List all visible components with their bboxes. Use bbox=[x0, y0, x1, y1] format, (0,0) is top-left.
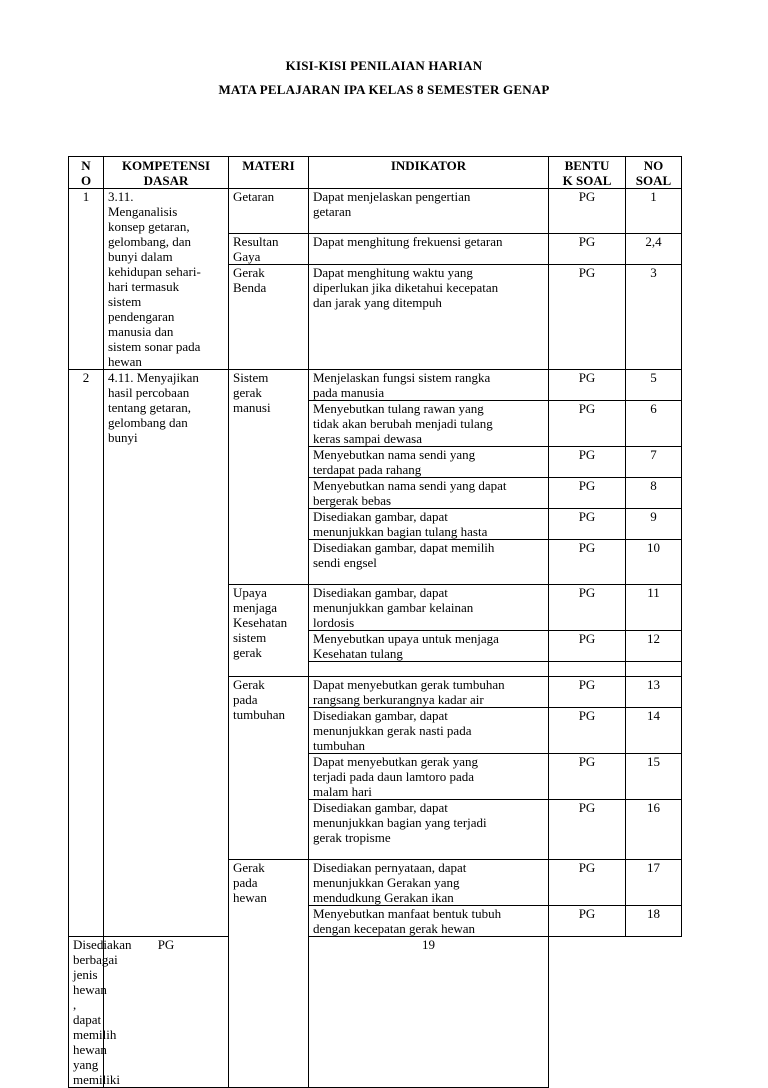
bentuk-soal-cell: PG bbox=[549, 370, 626, 401]
indikator-cell: Disediakan berbagai jenis hewan , dapat memilih hewan yang memiliki bbox=[69, 937, 104, 1088]
bentuk-soal-cell: PG bbox=[549, 800, 626, 860]
bentuk-soal-cell: PG bbox=[549, 401, 626, 447]
no-soal-cell: 13 bbox=[626, 677, 682, 708]
indikator-cell: Disediakan gambar, dapat menunjukkan gerak nasti pada tumbuhan bbox=[309, 708, 549, 754]
materi-cell: Gerak Benda bbox=[229, 265, 309, 370]
bentuk-soal-cell: PG bbox=[549, 540, 626, 585]
indikator-cell: Menjelaskan fungsi sistem rangka pada manusia bbox=[309, 370, 549, 401]
bentuk-soal-cell: PG bbox=[549, 447, 626, 478]
bentuk-soal-cell: PG bbox=[104, 937, 229, 1088]
kompetensi-dasar-cell: 3.11. Menganalisis konsep getaran, gelombang, dan bunyi dalam kehidupan sehari- hari termasuk sistem pendengaran manusia dan sistem sonar pada hewan bbox=[104, 189, 229, 370]
bentuk-soal-cell: PG bbox=[549, 478, 626, 509]
no-soal-cell: 9 bbox=[626, 509, 682, 540]
no-soal-cell: 11 bbox=[626, 585, 682, 631]
header-no-soal: NO SOAL bbox=[626, 157, 682, 189]
bentuk-soal-cell: PG bbox=[549, 234, 626, 265]
header-bentuk-soal: BENTU K SOAL bbox=[549, 157, 626, 189]
indikator-cell: Disediakan gambar, dapat menunjukkan bagian yang terjadi gerak tropisme bbox=[309, 800, 549, 860]
indikator-cell: Disediakan gambar, dapat menunjukkan gambar kelainan lordosis bbox=[309, 585, 549, 631]
document-subtitle: MATA PELAJARAN IPA KELAS 8 SEMESTER GENAP bbox=[218, 82, 550, 97]
no-soal-cell: 10 bbox=[626, 540, 682, 585]
table-row bbox=[69, 937, 682, 1088]
indikator-cell: Disediakan pernyataan, dapat menunjukkan Gerakan yang mendudkung Gerakan ikan bbox=[309, 860, 549, 906]
table-row bbox=[69, 189, 682, 234]
table-header-row bbox=[69, 157, 682, 189]
materi-cell: Getaran bbox=[229, 189, 309, 234]
indikator-cell: Disediakan gambar, dapat memilih sendi engsel bbox=[309, 540, 549, 585]
no-soal-cell: 18 bbox=[626, 906, 682, 937]
indikator-cell: Menyebutkan nama sendi yang terdapat pada rahang bbox=[309, 447, 549, 478]
no-soal-cell: 8 bbox=[626, 478, 682, 509]
bentuk-soal-cell: PG bbox=[549, 708, 626, 754]
materi-cell: Sistem gerak manusi bbox=[229, 370, 309, 585]
bentuk-soal-cell: PG bbox=[549, 906, 626, 937]
indikator-cell: Menyebutkan tulang rawan yang tidak akan berubah menjadi tulang keras sampai dewasa bbox=[309, 401, 549, 447]
indikator-cell: Dapat menghitung waktu yang diperlukan jika diketahui kecepatan dan jarak yang ditempuh bbox=[309, 265, 549, 370]
indikator-cell: Disediakan gambar, dapat menunjukkan bagian tulang hasta bbox=[309, 509, 549, 540]
kompetensi-dasar-cell: 4.11. Menyajikan hasil percobaan tentang getaran, gelombang dan bunyi bbox=[104, 370, 229, 937]
bentuk-soal-cell: PG bbox=[549, 754, 626, 800]
no-soal-cell: 3 bbox=[626, 265, 682, 370]
no-soal-cell: 15 bbox=[626, 754, 682, 800]
no-soal-cell: 2,4 bbox=[626, 234, 682, 265]
bentuk-soal-cell: PG bbox=[549, 631, 626, 662]
bentuk-soal-cell: PG bbox=[549, 509, 626, 540]
header-indikator: INDIKATOR bbox=[309, 157, 549, 189]
header-materi: MATERI bbox=[229, 157, 309, 189]
header-no: N O bbox=[69, 157, 104, 189]
materi-cell: Upaya menjaga Kesehatan sistem gerak bbox=[229, 585, 309, 677]
indikator-cell: Dapat menyebutkan gerak yang terjadi pada daun lamtoro pada malam hari bbox=[309, 754, 549, 800]
materi-cell: Gerak pada hewan bbox=[229, 860, 309, 1088]
no-soal-cell: 7 bbox=[626, 447, 682, 478]
no-soal-cell: 6 bbox=[626, 401, 682, 447]
bentuk-soal-cell: PG bbox=[549, 860, 626, 906]
indikator-cell: Dapat menyebutkan gerak tumbuhan rangsang berkurangnya kadar air bbox=[309, 677, 549, 708]
materi-cell: Gerak pada tumbuhan bbox=[229, 677, 309, 860]
no-soal-cell: 17 bbox=[626, 860, 682, 906]
no-soal-cell: 5 bbox=[626, 370, 682, 401]
no-soal-cell: 19 bbox=[309, 937, 549, 1088]
materi-cell: Resultan Gaya bbox=[229, 234, 309, 265]
bentuk-soal-cell: PG bbox=[549, 585, 626, 631]
no-soal-cell bbox=[626, 662, 682, 677]
no-soal-cell: 16 bbox=[626, 800, 682, 860]
bentuk-soal-cell: PG bbox=[549, 189, 626, 234]
indikator-cell: Dapat menghitung frekuensi getaran bbox=[309, 234, 549, 265]
bentuk-soal-cell bbox=[549, 662, 626, 677]
row-number: 2 bbox=[69, 370, 104, 937]
no-soal-cell: 12 bbox=[626, 631, 682, 662]
no-soal-cell: 1 bbox=[626, 189, 682, 234]
indikator-cell bbox=[309, 662, 549, 677]
indikator-cell: Dapat menjelaskan pengertian getaran bbox=[309, 189, 549, 234]
no-soal-cell: 14 bbox=[626, 708, 682, 754]
kisi-kisi-table bbox=[68, 156, 682, 1088]
row-number: 1 bbox=[69, 189, 104, 370]
indikator-cell: Menyebutkan upaya untuk menjaga Kesehatan tulang bbox=[309, 631, 549, 662]
bentuk-soal-cell: PG bbox=[549, 677, 626, 708]
indikator-cell: Menyebutkan manfaat bentuk tubuh dengan kecepatan gerak hewan bbox=[309, 906, 549, 937]
document-title: KISI-KISI PENILAIAN HARIAN bbox=[285, 58, 483, 73]
indikator-cell: Menyebutkan nama sendi yang dapat bergerak bebas bbox=[309, 478, 549, 509]
header-kompetensi-dasar: KOMPETENSI DASAR bbox=[104, 157, 229, 189]
table-row bbox=[69, 370, 682, 401]
bentuk-soal-cell: PG bbox=[549, 265, 626, 370]
